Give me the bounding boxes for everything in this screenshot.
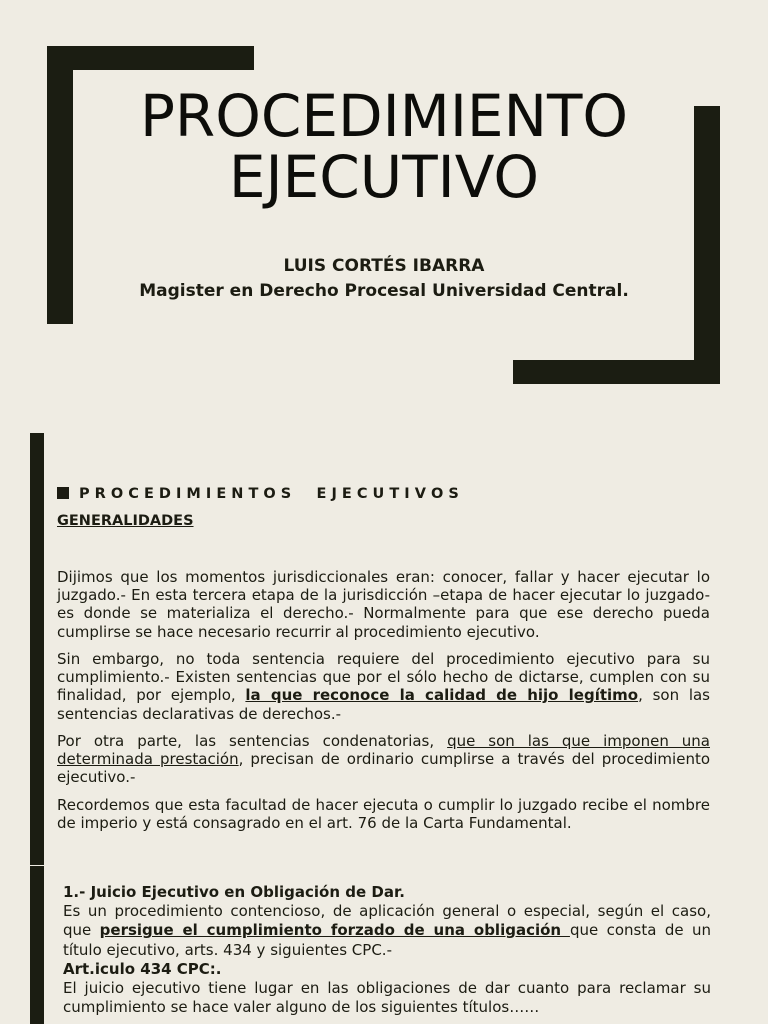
section-header <box>57 486 717 502</box>
slide3-p1-text-c: que consta de un título ejecutivo, arts. 434 y siguientes CPC.- <box>63 921 711 959</box>
slide3-paragraph-2: El juicio ejecutivo tiene lugar en las obligaciones de dar cuanto para reclamar su cumplimiento se hace valer alguno de los siguientes títulos…… <box>63 979 711 1017</box>
slide3-left-accent-bar <box>30 866 44 1024</box>
paragraph-3-text-a: Por otra parte, las sentencias condenatorias, <box>57 732 448 750</box>
author-block <box>0 254 768 304</box>
slide2-left-accent-bar <box>30 433 44 865</box>
generalidades-heading: GENERALIDADES <box>57 513 194 529</box>
frame-bottom-right-horizontal <box>513 360 720 384</box>
paragraph-1: Dijimos que los momentos jurisdiccionales eran: conocer, fallar y hacer ejecutar lo juzgado.- En esta tercera etapa de la jurisdicción –etapa de hacer ejecutar lo juzgado- es donde se materializa el derecho.- Normalmente para que ese derecho pueda cumplirse se hace necesario recurrir al procedimiento ejecutivo. <box>57 568 710 641</box>
slide3-p1-emphasis: persigue el cumplimiento forzado de una obligación <box>99 921 570 940</box>
paragraph-3-text-c: , precisan de ordinario cumplirse a través del procedimiento ejecutivo.- <box>57 750 711 787</box>
slide-title <box>0 82 768 211</box>
article-heading: Art.iculo 434 CPC:. <box>63 960 222 978</box>
paragraph-2-text-a: Sin embargo, no toda sentencia requiere del procedimiento ejecutivo para su cumplimiento.- Existen sentencias que por el sólo hecho de dictarse, cumplen con su finalidad, por ejemplo, <box>57 650 710 705</box>
paragraph-2-text-c: , son las sentencias declarativas de derechos.- <box>57 686 710 723</box>
title-line-2: EJECUTIVO <box>228 143 540 211</box>
slide3-p1-text-a: Es un procedimiento contencioso, de aplicación general o especial, según el caso, que <box>63 902 711 940</box>
paragraph-3-underlined: que son las que imponen una determinada prestación <box>57 732 710 769</box>
title-line-1: PROCEDIMIENTO <box>139 82 629 150</box>
paragraph-2-emphasis: la que reconoce la calidad de hijo legítimo <box>245 686 639 705</box>
paragraph-4: Recordemos que esta facultad de hacer ejecuta o cumplir lo juzgado recibe el nombre de imperio y está consagrado en el art. 76 de la Carta Fundamental. <box>57 796 710 833</box>
author-name: LUIS CORTÉS IBARRA <box>283 256 485 276</box>
square-bullet-icon <box>57 487 69 499</box>
slide3-paragraph-1 <box>63 902 711 960</box>
slide3-heading: 1.- Juicio Ejecutivo en Obligación de Dar. <box>63 883 405 901</box>
title-slide <box>0 0 768 432</box>
paragraph-3 <box>57 732 710 787</box>
paragraph-2 <box>57 650 710 723</box>
frame-top-left-horizontal <box>47 46 254 70</box>
section-header-text: P R O C E D I M I E N T O S E J E C U T I V O S <box>79 486 459 502</box>
author-credentials: Magister en Derecho Procesal Universidad Central. <box>139 281 629 301</box>
